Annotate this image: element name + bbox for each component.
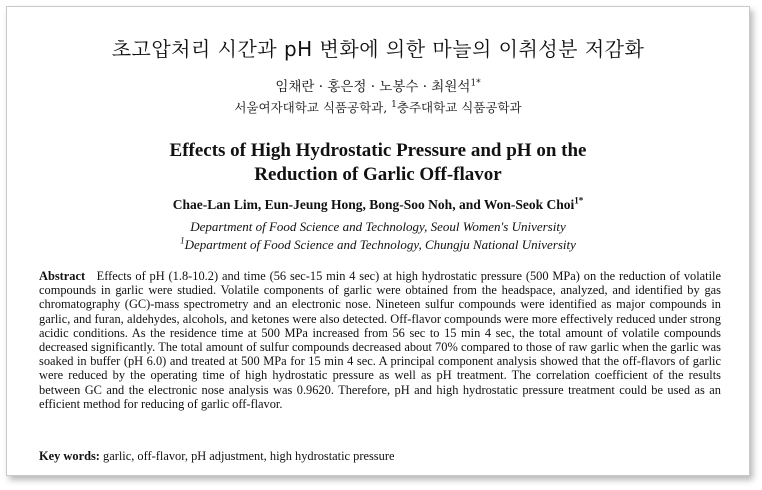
keywords (39, 449, 721, 464)
abstract-text: Effects of pH (1.8-10.2) and time (56 sec-15 min 4 sec) at high hydrostatic pressure (500 MPa) on the reduction of volatile compounds in garlic were studied. Volatile components of garlic were obtained from the headspace, analyzed, and identified by gas chromatography (GC)-mass spectrometry and an electronic nose. Nineteen sulfur compounds were identified as major compounds in garlic, and furan, aldehydes, alcohols, and ketones were also detected. Off-flavor compounds were more effectively reduced under strong acidic conditions. As the residence time at 500 MPa increased from 56 sec to 15 min 4 sec, the total amount of volatile compounds decreased significantly. The total amount of sulfur compounds decreased about 70% compared to those of raw garlic when the garlic was soaked in buffer (pH 6.0) and treated at 500 MPa for 15 min 4 sec. A principal component analysis showed that the off-flavors of garlic were reduced by the operating time of high hydrostatic pressure as well as pH treatment. The correlation coefficient of the results between GC and the electronic nose analysis was 0.9620. Therefore, pH and high hydrostatic pressure treatment could be used as an efficient method for reducing of garlic off-flavor. (39, 269, 721, 411)
english-author-names: Chae-Lan Lim, Eun-Jeung Hong, Bong-Soo Noh, and Won-Seok Choi (172, 197, 575, 212)
korean-author-mark: 1* (470, 78, 481, 89)
english-author-mark: 1* (574, 195, 584, 206)
abstract (39, 269, 721, 411)
english-affiliation-2-mark: 1 (180, 235, 185, 246)
english-authors (7, 197, 749, 213)
korean-affiliation-2: 충주대학교 식품공학과 (396, 100, 522, 115)
korean-authors (7, 75, 749, 95)
english-affiliation-1: Department of Food Science and Technology, Seoul Women's University (190, 219, 566, 234)
korean-affiliation-mark: 1 (391, 99, 397, 110)
english-title-line-2: Reduction of Garlic Off-flavor (254, 164, 502, 185)
korean-title: 초고압처리 시간과 pH 변화에 의한 마늘의 이취성분 저감화 (111, 37, 645, 61)
keywords-label: Key words: (39, 449, 100, 463)
english-title (7, 139, 749, 187)
korean-author-names: 임채란 · 홍은정 · 노봉수 · 최원석 (275, 79, 471, 95)
abstract-label: Abstract (39, 269, 86, 283)
korean-affiliations (7, 98, 749, 116)
keywords-text: garlic, off-flavor, pH adjustment, high hydrostatic pressure (103, 449, 395, 463)
english-title-line-1: Effects of High Hydrostatic Pressure and pH on the (169, 140, 587, 161)
english-affiliations (7, 218, 749, 254)
english-affiliation-2: Department of Food Science and Technology, Chungju National University (184, 237, 576, 252)
paper-page (6, 6, 750, 476)
english-affiliation-2-line (7, 236, 749, 254)
korean-affiliation-1: 서울여자대학교 식품공학과, (234, 100, 392, 115)
